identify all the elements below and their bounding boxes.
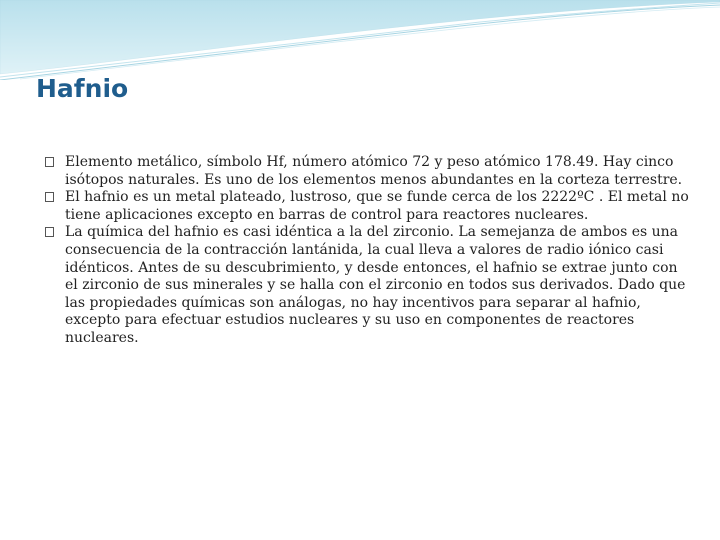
bullet-square-icon bbox=[45, 227, 54, 237]
bullet-square-icon bbox=[45, 192, 54, 202]
header-wave-band bbox=[0, 0, 720, 80]
bullet-item bbox=[44, 224, 690, 347]
slide-title: Hafnio bbox=[36, 74, 129, 103]
bullet-item bbox=[44, 189, 690, 224]
bullet-text: Elemento metálico, símbolo Hf, número atómico 72 y peso atómico 178.49. Hay cinco isótopos naturales. Es uno de los elementos menos abundantes en la corteza terrestre. bbox=[65, 154, 683, 188]
bullet-list bbox=[44, 154, 690, 348]
bullet-square-icon bbox=[45, 157, 54, 167]
bullet-text: El hafnio es un metal plateado, lustroso, que se funde cerca de los 2222ºC . El metal no tiene aplicaciones excepto en barras de control para reactores nucleares. bbox=[65, 189, 689, 223]
bullet-item bbox=[44, 154, 690, 189]
bullet-text: La química del hafnio es casi idéntica a la del zirconio. La semejanza de ambos es una consecuencia de la contracción lantánida, la cual lleva a valores de radio iónico casi idénticos. Antes de su descubrimiento, y desde entonces, el hafnio se extrae junto con el zirconio de sus minerales y se halla con el zirconio en todos sus derivados. Dado que las propiedades químicas son análogas, no hay incentivos para separar al hafnio, excepto para efectuar estudios nucleares y su uso en componentes de reactores nucleares. bbox=[65, 224, 686, 346]
